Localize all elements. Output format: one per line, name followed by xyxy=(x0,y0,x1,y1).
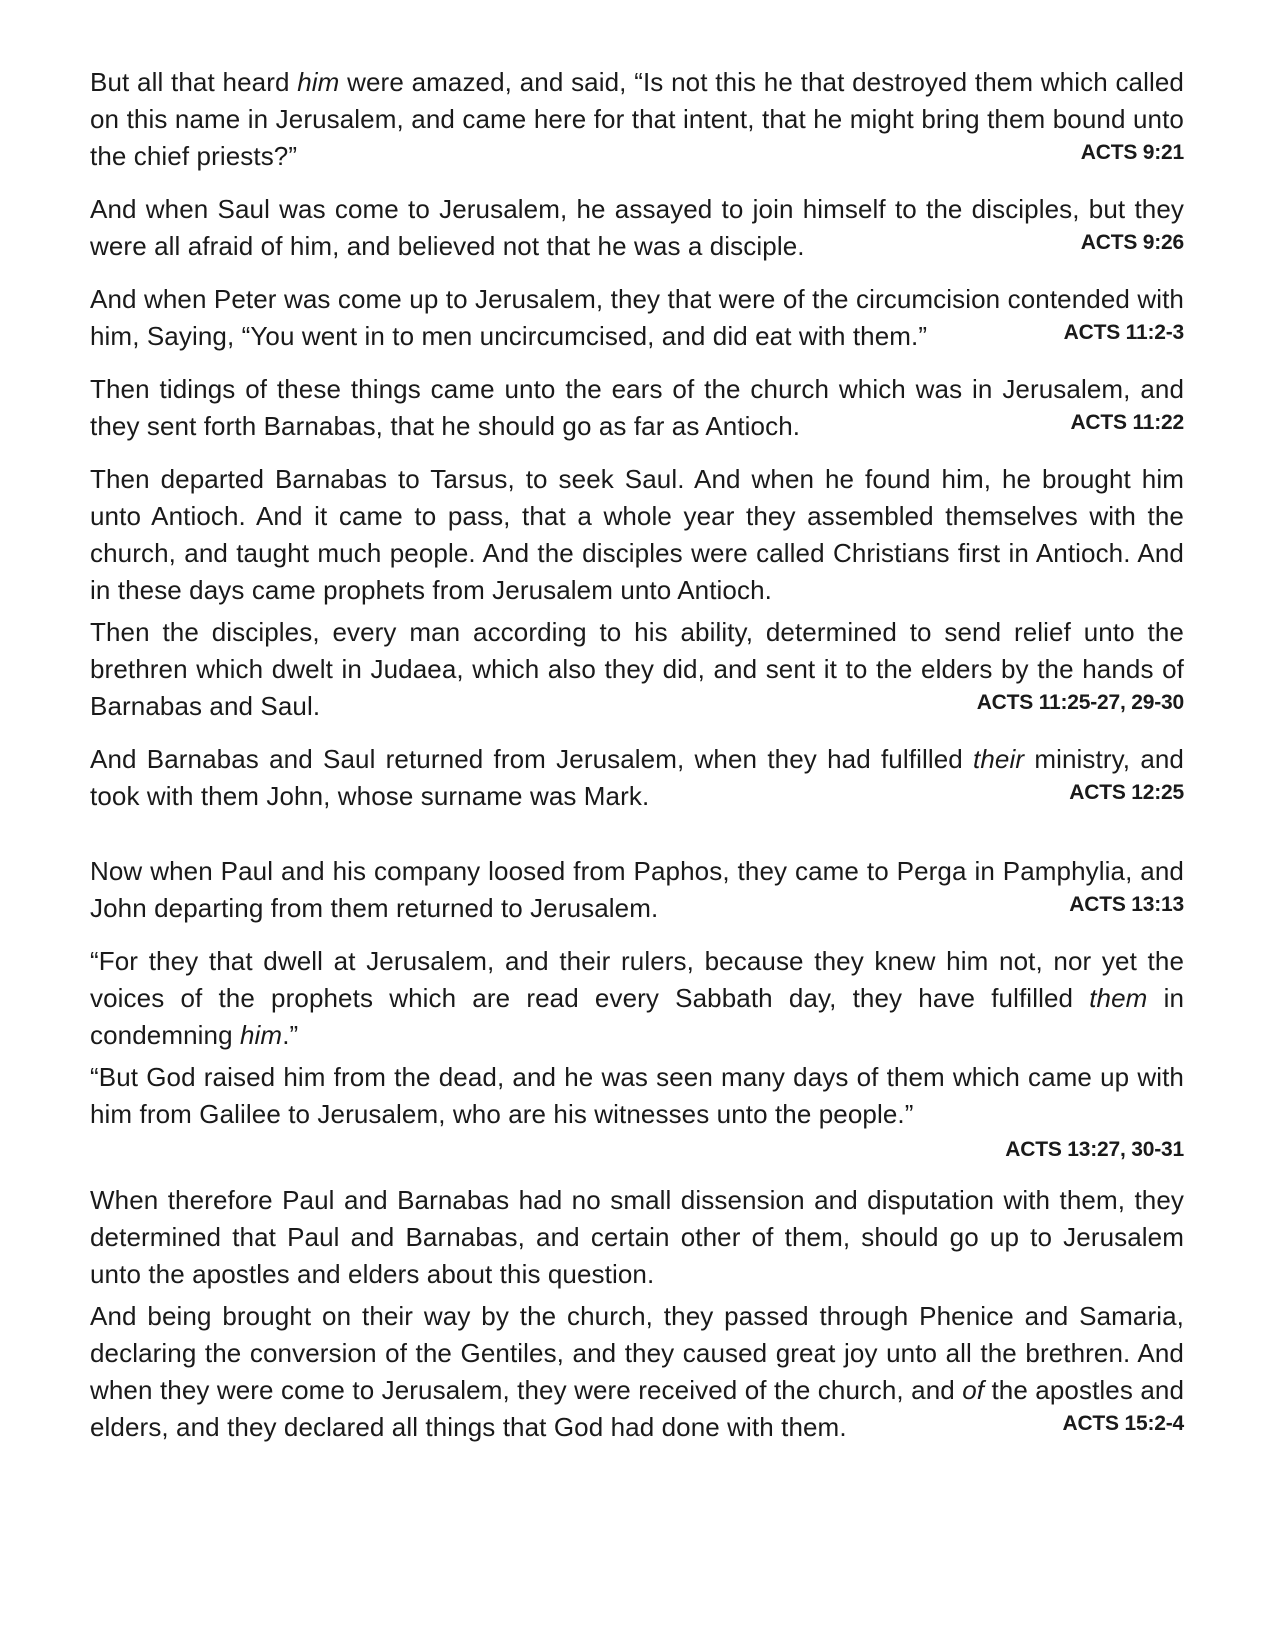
verse-segment-italic: him xyxy=(297,67,340,97)
verse-segment: the apostles and elders, and they declared all things that God had done with them. xyxy=(90,1375,1185,1442)
verse-text xyxy=(90,461,1184,609)
verse-segment: in condemning xyxy=(90,983,1185,1050)
verse-paragraph-11 xyxy=(90,1182,1184,1293)
verse-segment: And when Saul was come to Jerusalem, he assayed to join himself to the disciples, but they were all afraid of him, and believed not that he was a disciple. xyxy=(90,194,1184,261)
verse-segment: were amazed, and said, “Is not this he that destroyed them which called on this name in Jerusalem, and came here for that intent, that he might bring them bound unto the chief priests?” xyxy=(90,67,1184,171)
verse-segment: And when Peter was come up to Jerusalem, they that were of the circumcision contended with him, Saying, “You went in to men uncircumcised, and did eat with them.” xyxy=(90,284,1184,351)
verse-segment: And Barnabas and Saul returned from Jerusalem, when they had fulfilled xyxy=(90,744,974,774)
verse-text xyxy=(90,64,1184,175)
scripture-citation: ACTS 15:2-4 xyxy=(1062,1412,1184,1435)
verse-segment-italic: them xyxy=(1089,983,1148,1013)
verse-text xyxy=(90,853,1184,927)
verse-paragraph-4 xyxy=(90,371,1184,445)
verse-paragraph-7 xyxy=(90,741,1184,815)
scripture-citation: ACTS 9:21 xyxy=(1080,141,1184,164)
verse-segment-italic: their xyxy=(973,744,1025,774)
verse-paragraph-10 xyxy=(90,1059,1184,1166)
verse-text xyxy=(90,281,1184,355)
verse-paragraph-8 xyxy=(90,853,1184,927)
scripture-citation: ACTS 12:25 xyxy=(1069,781,1184,804)
document-content xyxy=(90,64,1184,1446)
scripture-citation: ACTS 13:27, 30-31 xyxy=(1005,1138,1184,1161)
scripture-citation: ACTS 11:25-27, 29-30 xyxy=(976,691,1184,714)
scripture-citation: ACTS 13:13 xyxy=(1069,893,1184,916)
verse-segment: Now when Paul and his company loosed from Paphos, they came to Perga in Pamphylia, and John departing from them returned to Jerusalem. xyxy=(90,856,1184,923)
verse-segment: But all that heard xyxy=(90,67,298,97)
verse-segment: Then tidings of these things came unto the ears of the church which was in Jerusalem, and they sent forth Barnabas, that he should go as far as Antioch. xyxy=(90,374,1184,441)
verse-text xyxy=(90,371,1184,445)
verse-paragraph-12 xyxy=(90,1298,1184,1446)
verse-segment: Then the disciples, every man according to his ability, determined to send relief unto the brethren which dwelt in Judaea, which also they did, and sent it to the elders by the hands of Barnabas and Saul. xyxy=(90,617,1184,721)
verse-text xyxy=(90,1059,1184,1133)
verse-segment: .” xyxy=(282,1020,299,1050)
verse-paragraph-2 xyxy=(90,191,1184,265)
verse-segment: ministry, and took with them John, whose surname was Mark. xyxy=(90,744,1184,811)
verse-segment: “For they that dwell at Jerusalem, and their rulers, because they knew him not, nor yet the voices of the prophets which are read every Sabbath day, they have fulfilled xyxy=(90,946,1184,1013)
verse-segment: “But God raised him from the dead, and he was seen many days of them which came up with him from Galilee to Jerusalem, who are his witnesses unto the people.” xyxy=(90,1062,1184,1129)
verse-text xyxy=(90,741,1184,815)
verse-segment: Then departed Barnabas to Tarsus, to seek Saul. And when he found him, he brought him unto Antioch. And it came to pass, that a whole year they assembled themselves with the church, and taught much people. And the disciples were called Christians first in Antioch. And in these days came prophets from Jerusalem unto Antioch. xyxy=(90,464,1184,605)
verse-paragraph-3 xyxy=(90,281,1184,355)
scripture-citation: ACTS 11:2-3 xyxy=(1063,321,1184,344)
verse-text xyxy=(90,1182,1184,1293)
scripture-citation: ACTS 9:26 xyxy=(1080,231,1184,254)
verse-text xyxy=(90,1298,1184,1446)
verse-segment-italic: him xyxy=(239,1020,283,1050)
verse-segment: When therefore Paul and Barnabas had no small dissension and disputation with them, they determined that Paul and Barnabas, and certain other of them, should go up to Jerusalem unto the apostles and elders about this question. xyxy=(90,1185,1184,1289)
verse-paragraph-6 xyxy=(90,614,1184,725)
verse-text xyxy=(90,943,1184,1054)
scripture-citation: ACTS 11:22 xyxy=(1070,411,1184,434)
verse-paragraph-5 xyxy=(90,461,1184,609)
verse-paragraph-1 xyxy=(90,64,1184,175)
verse-paragraph-9 xyxy=(90,943,1184,1054)
verse-text xyxy=(90,191,1184,265)
verse-segment-italic: of xyxy=(962,1375,985,1405)
verse-segment: And being brought on their way by the church, they passed through Phenice and Samaria, declaring the conversion of the Gentiles, and they caused great joy unto all the brethren. And when they were come to Jerusalem, they were received of the church, and xyxy=(90,1301,1184,1405)
